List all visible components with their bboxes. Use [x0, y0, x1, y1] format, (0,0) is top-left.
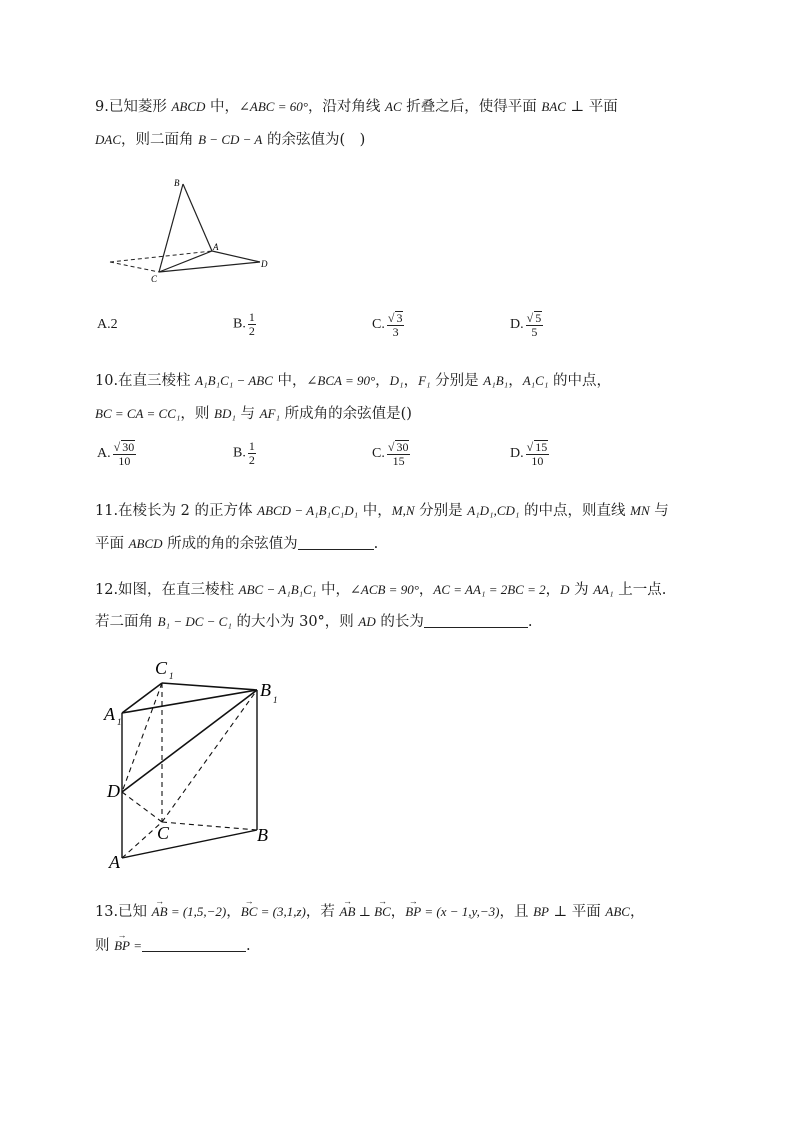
q12-line2: 若二面角 B₁ − DC − C₁ 的大小为 30°，则 AD 的长为 . — [95, 614, 533, 630]
q10-line2: BC = CA = CC₁，则 BD₁ 与 AF₁ 所成角的余弦值是() — [95, 406, 412, 422]
q10-option-a[interactable]: A. $\frac{√ 30}{10}$ — [97, 440, 135, 468]
q10-option-b[interactable]: B. $\frac{1}{2}$ — [233, 439, 255, 467]
q9-option-a[interactable]: A.2 — [97, 317, 118, 332]
q9-label-b: B — [174, 178, 180, 188]
q11-line1: 11.在棱长为 2 的正方体 ABCD − A₁B₁C₁D₁ 中，M,N 分别是 A₁D₁,CD₁ 的中点，则直线 MN 与 — [95, 503, 669, 519]
q9-option-c[interactable]: C. $\frac{√ 3}{3}$ — [372, 311, 403, 339]
q13-line1: 13.已知 → AB = (1,5,−2)，→ BC = (3,1,z)，若 → AB ⊥ → BC，→ BP = (x − 1,y,−3)，且 BP ⊥ 平面 ABC， — [95, 902, 644, 922]
q12-figure — [100, 650, 290, 880]
q9-line2: DAC，则二面角 B − CD − A 的余弦值为( ) — [95, 132, 366, 148]
q10-option-c[interactable]: C. $\frac{√ 30}{15}$ — [372, 440, 409, 468]
q10-option-d[interactable]: D. $\frac{√ 15}{10}$ — [510, 440, 548, 468]
q12-label-b1: B — [260, 680, 271, 700]
q12-label-c1: C — [155, 658, 168, 678]
q9-figure — [100, 170, 280, 290]
q12-label-a1: A — [104, 704, 115, 724]
q12-answer-blank[interactable] — [424, 613, 528, 628]
q9-option-b[interactable]: B. $\frac{1}{2}$ — [233, 310, 255, 338]
svg-text:1: 1 — [169, 671, 174, 681]
q12-label-c: C — [157, 823, 170, 843]
q12-label-d: D — [107, 781, 120, 801]
q9-line1: 9.已知菱形 ABCD 中，∠ABC = 60°，沿对角线 AC 折叠之后，使得平面 BAC ⊥ 平面 — [95, 99, 618, 115]
q9-label-c: C — [151, 274, 158, 284]
q12-label-a: A — [109, 852, 120, 872]
q11-answer-blank[interactable] — [298, 535, 374, 550]
q13-line2: 则 → BP = . — [95, 936, 251, 956]
q9-label-d: D — [261, 259, 268, 269]
q9-label-a: A — [213, 242, 219, 252]
q9-option-d[interactable]: D. $\frac{√ 5}{5}$ — [510, 311, 542, 339]
svg-text:1: 1 — [273, 695, 278, 705]
svg-text:1: 1 — [117, 717, 122, 727]
q10-line1: 10.在直三棱柱 A₁B₁C₁ − ABC 中，∠BCA = 90°，D₁，F₁ 分别是 A₁B₁，A₁C₁ 的中点， — [95, 373, 611, 389]
q11-line2: 平面 ABCD 所成的角的余弦值为 . — [95, 536, 379, 552]
q12-label-b: B — [257, 825, 268, 845]
q12-line1: 12.如图，在直三棱柱 ABC − A₁B₁C₁ 中，∠ACB = 90°，AC = AA₁ = 2BC = 2，D 为 AA₁ 上一点. — [95, 582, 667, 598]
q13-answer-blank[interactable] — [142, 937, 246, 952]
